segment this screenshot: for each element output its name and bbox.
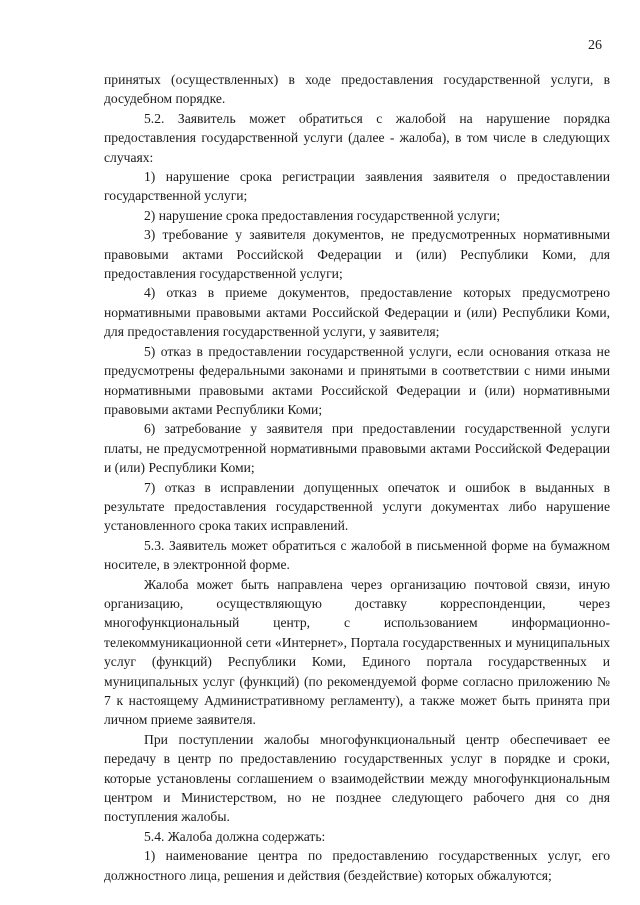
list-item-5: 5) отказ в предоставлении государственной услуги, если основания отказа не предусмотрены федеральными законами и принятыми в соответствии с ними иными нормативными правовыми актами Российской Федерации и (или) нормативными правовыми актами Республики Коми;	[104, 343, 610, 417]
paragraph-5-4: 5.4. Жалоба должна содержать:	[144, 828, 326, 844]
paragraph-5-3: 5.3. Заявитель может обратиться с жалобой в письменной форме на бумажном носителе, в электронной форме.	[104, 537, 610, 573]
page-number: 26	[588, 38, 602, 53]
paragraph-5-2: 5.2. Заявитель может обратиться с жалобой на нарушение порядка предоставления государственной услуги (далее - жалоба), в том числе в следующих случаях:	[104, 110, 610, 165]
paragraph-mfc-transfer: При поступлении жалобы многофункциональный центр обеспечивает ее передачу в центр по предоставлению государственных услуг в порядке и сроки, которые установлены соглашением о взаимодействии между многофункциональным центром и Министерством, но не позднее следующего рабочего дня со дня поступления жалобы.	[104, 731, 610, 825]
list-item-4: 4) отказ в приеме документов, предоставление которых предусмотрено нормативными правовыми актами Российской Федерации и (или) Республики Коми, для предоставления государственной услуги, у заявителя;	[104, 285, 610, 340]
list-item-5-4-1: 1) наименование центра по предоставлению государственных услуг, его должностного лица, решения и действия (бездействие) которых обжалуются;	[104, 848, 610, 883]
paragraph-submission-channels: Жалоба может быть направлена через организацию почтовой связи, иную организацию, осуществляющую доставку корреспонденции, через многофункциональный центр, с использованием информационно-телекоммуникационной сети «Интернет», Портала государственных и муниципальных услуг (функций) Республики Коми, Единого портала государственных и муниципальных услуг (функций) (по рекомендуемой форме согласно приложению № 7 к настоящему Административному регламенту), а также может быть принята при личном приеме заявителя.	[104, 576, 610, 728]
paragraph-continuation: принятых (осуществленных) в ходе предоставления государственной услуги, в досудебном порядке.	[104, 72, 610, 107]
document-body	[104, 70, 610, 885]
list-item-6: 6) затребование у заявителя при предоставлении государственной услуги платы, не предусмотренной нормативными правовыми актами Российской Федерации и (или) Республики Коми;	[104, 421, 610, 476]
list-item-1: 1) нарушение срока регистрации заявления заявителя о предоставлении государственной услуги;	[104, 169, 610, 204]
list-item-2: 2) нарушение срока предоставления государственной услуги;	[144, 207, 501, 223]
list-item-7: 7) отказ в исправлении допущенных опечаток и ошибок в выданных в результате предоставления государственной услуги документах либо нарушение установленного срока таких исправлений.	[104, 479, 610, 534]
list-item-3: 3) требование у заявителя документов, не предусмотренных нормативными правовыми актами Российской Федерации и (или) Республики Коми, для предоставления государственной услуги;	[104, 227, 610, 282]
